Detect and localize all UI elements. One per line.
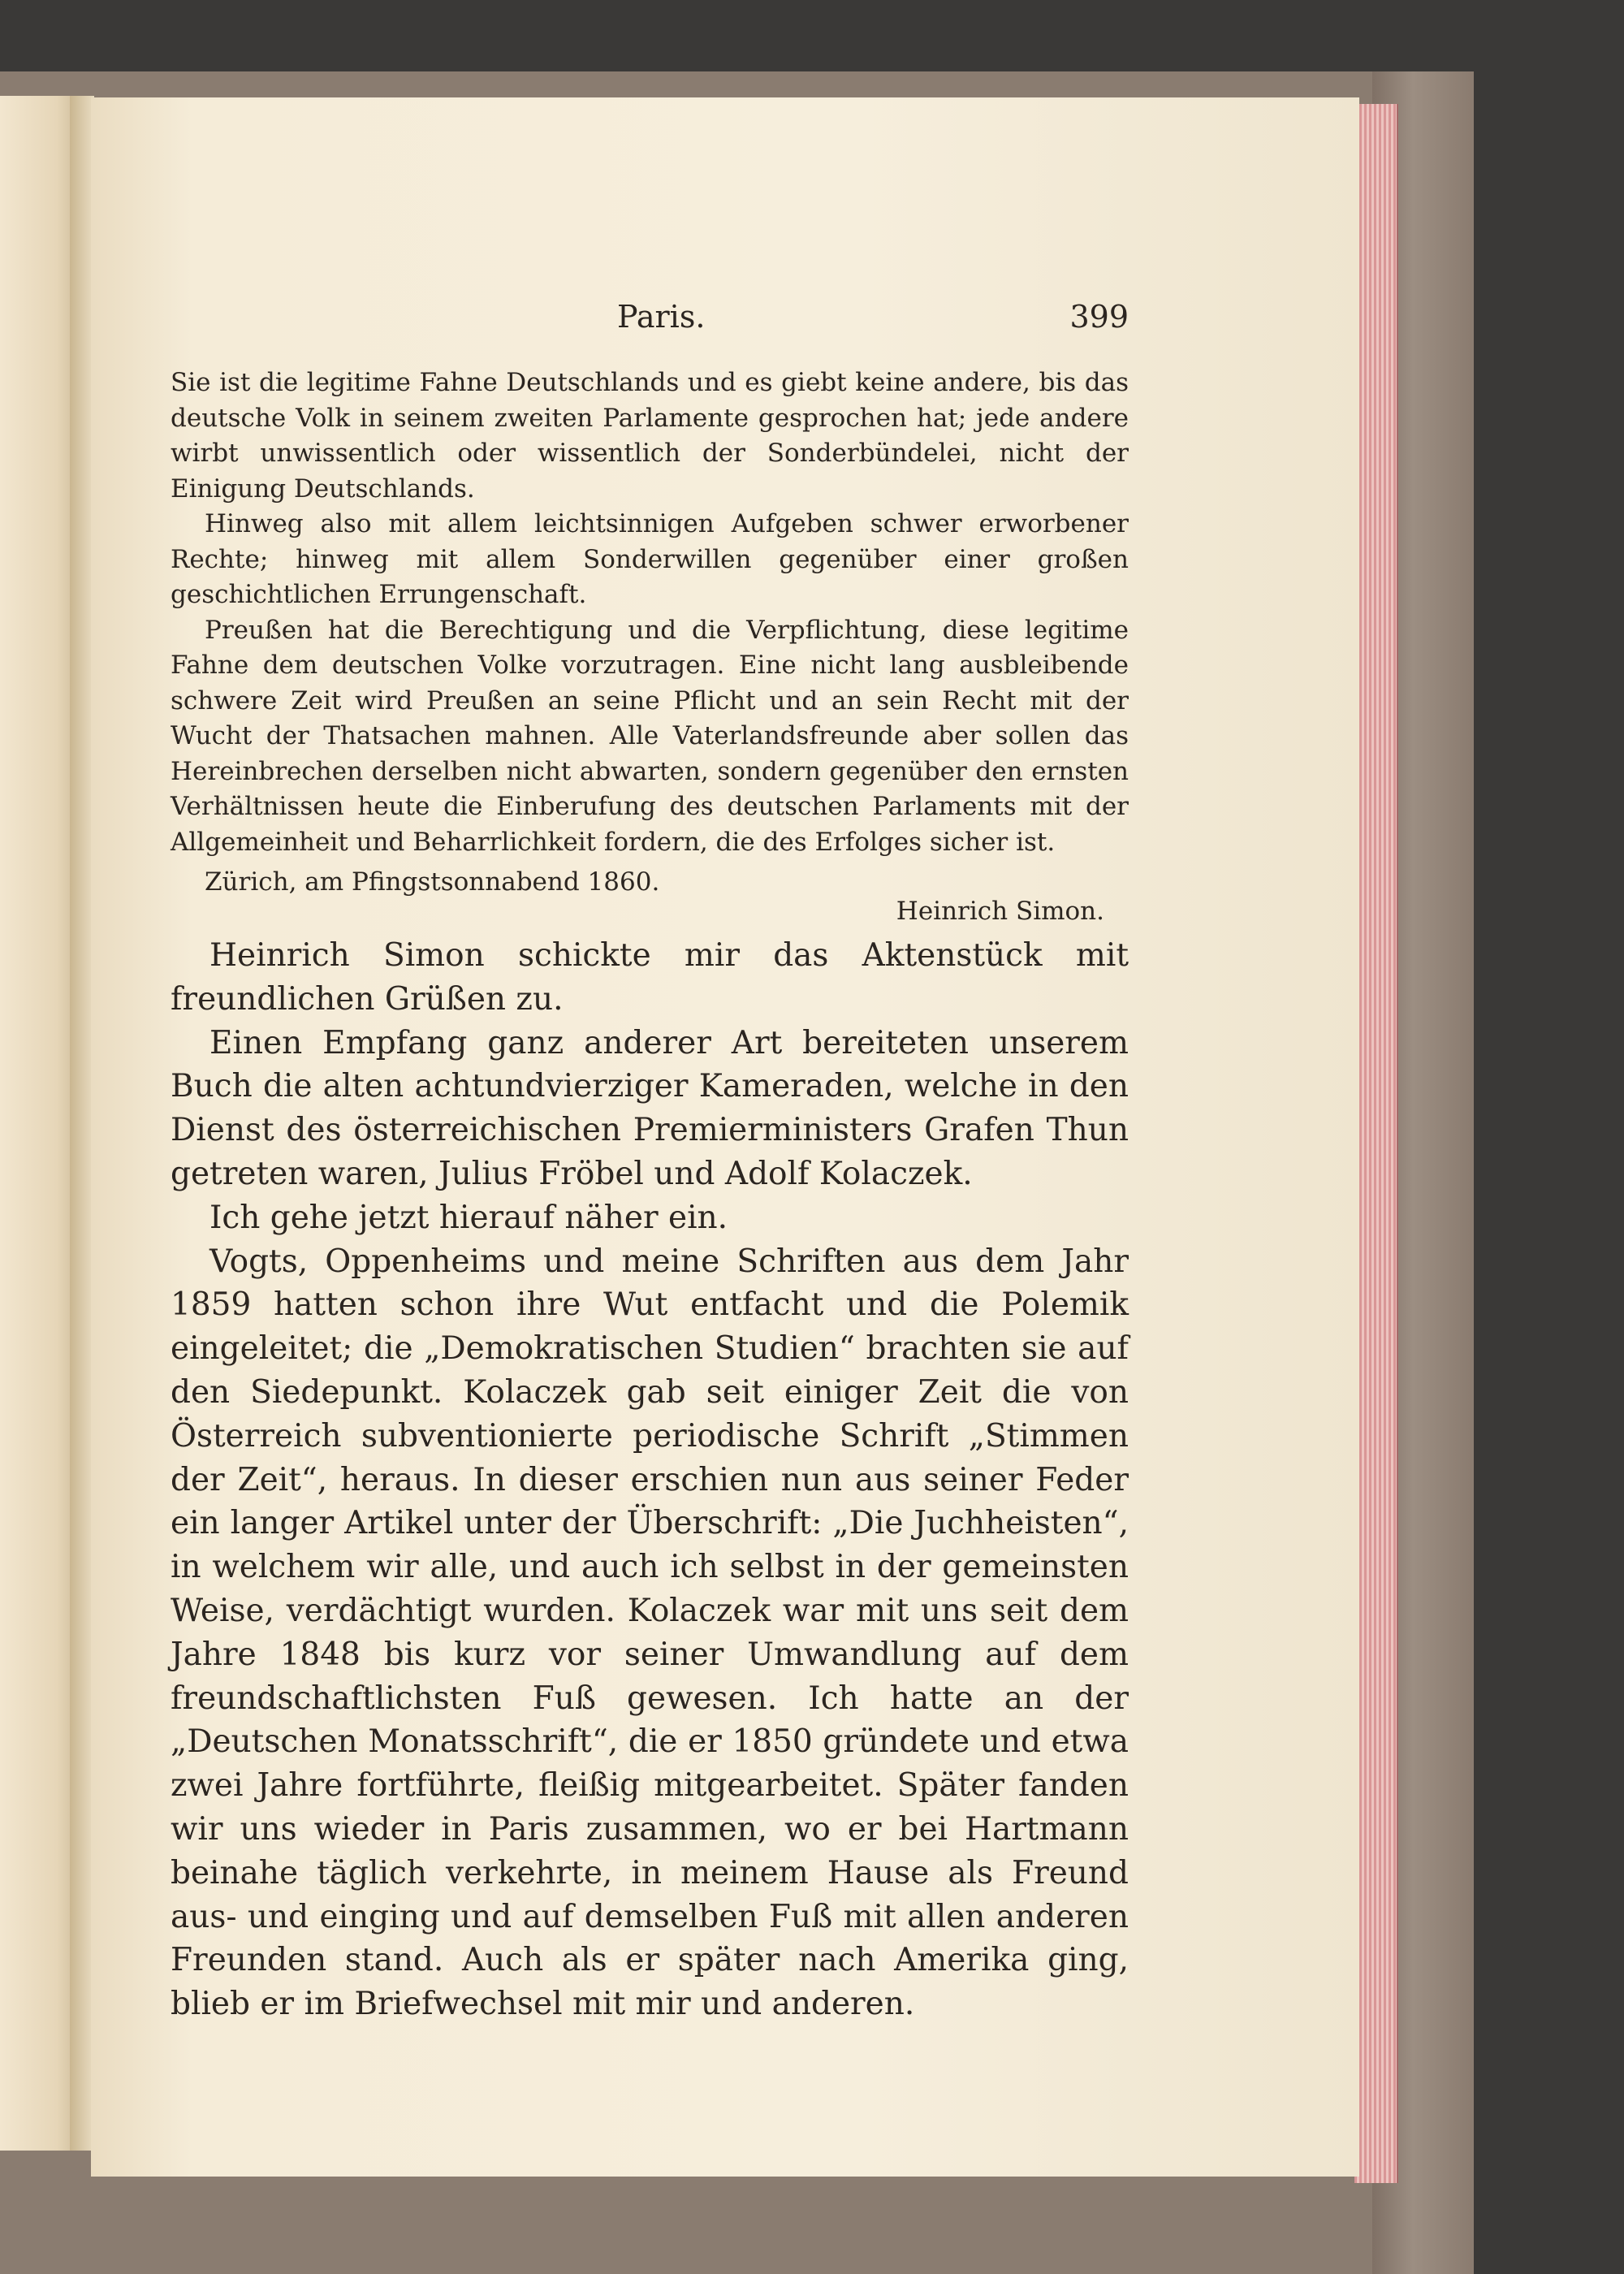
running-title: Paris. — [617, 299, 706, 335]
body-paragraph: Vogts, Oppenheims und meine Schriften aus dem Jahr 1859 hatten schon ihre Wut entfacht und die Polemik eingeleitet; die „Demokratischen Studien“ brachten sie auf den Siedepunkt. Kolaczek gab seit einiger Zeit die von Österreich subventionierte periodische Schrift „Stimmen der Zeit“, heraus. In dieser erschien nun aus seiner Feder ein langer Artikel unter der Überschrift: „Die Juchheisten“, in welchem wir alle, und auch ich selbst in der gemeinsten Weise, verdächtigt wurden. Kolaczek war mit uns seit dem Jahre 1848 bis kurz vor seiner Umwandlung auf dem freundschaftlichsten Fuß gewesen. Ich hatte an der „Deutschen Monatsschrift“, die er 1850 gründete und etwa zwei Jahre fortführte, fleißig mitgearbeitet. Später fanden wir uns wieder in Paris zusammen, wo er bei Hartmann beinahe täglich verkehrte, in meinem Hause als Freund aus- und einging und auf demselben Fuß mit allen anderen Freunden stand. Auch als er später nach Amerika ging, blieb er im Briefwechsel mit mir und anderen. — [171, 1243, 1129, 2023]
body-paragraph: Heinrich Simon schickte mir das Aktenstück mit freundlichen Grüßen zu. — [171, 937, 1129, 1018]
quoted-letter — [171, 365, 1129, 929]
letter-signature: Heinrich Simon. — [896, 896, 1104, 926]
main-text — [171, 934, 1129, 2026]
body-paragraph: Einen Empfang ganz anderer Art bereiteten unserem Buch die alten achtundvierziger Kameraden, welche in den Dienst des österreichischen Premierministers Grafen Thun getreten waren, Julius Fröbel und Adolf Kolaczek. — [171, 1024, 1129, 1192]
body-paragraph: Ich gehe jetzt hierauf näher ein. — [209, 1199, 728, 1236]
letter-paragraph: Sie ist die legitime Fahne Deutschlands und es giebt keine andere, bis das deutsche Volk in seinem zweiten Parlamente gesprochen hat; jede andere wirbt unwissentlich oder wissentlich der Sonderbündelei, nicht der Einigung Deutschlands. — [171, 368, 1129, 504]
letter-dateline: Zürich, am Pfingstsonnabend 1860. — [205, 867, 660, 897]
left-page — [0, 96, 81, 2151]
letter-paragraph: Preußen hat die Berechtigung und die Verpflichtung, diese legitime Fahne dem deutschen Volke vorzutragen. Eine nicht lang ausbleibende schwere Zeit wird Preußen an seine Pflicht und an sein Recht mit der Wucht der Thatsachen mahnen. Alle Vaterlandsfreunde aber sollen das Hereinbrechen derselben nicht abwarten, sondern gegenüber den ernsten Verhältnissen heute die Einberufung des deutschen Parlaments mit der Allgemeinheit und Beharrlichkeit fordern, die des Erfolges sicher ist. — [171, 615, 1129, 857]
letter-paragraph: Hinweg also mit allem leichtsinnigen Aufgeben schwer erworbener Rechte; hinweg mit allem Sonderwillen gegenüber einer großen geschichtlichen Errungenschaft. — [171, 509, 1129, 609]
running-header — [171, 299, 1129, 339]
page-number: 399 — [1069, 299, 1129, 335]
page-edges — [1354, 104, 1398, 2183]
